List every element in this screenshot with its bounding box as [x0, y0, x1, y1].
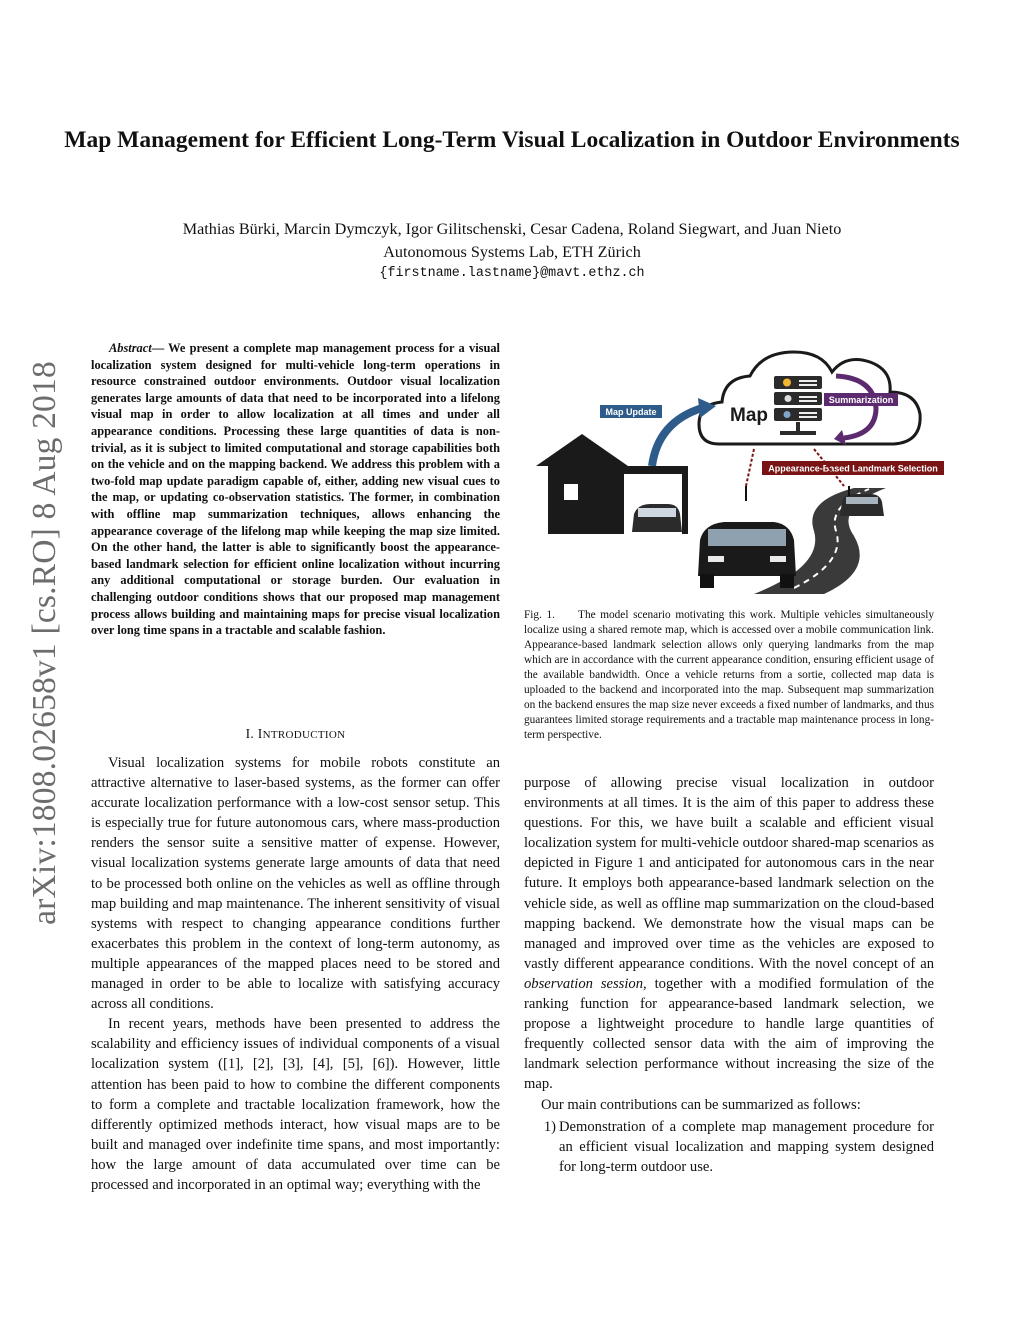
intro-paragraph-1: Visual localization systems for mobile robots constitute an attractive alternative to laser-based systems, as the former can offer accurate localization performance with a low-cost sensor setup. This is especially true for future autonomous cars, where mass-production renders the sensor suite a sensitive matter of expense. However, visual localization systems generate large amounts of data that need to be processed both online on the vehicles as well as offline through map building and map maintenance. The inherent sensitivity of visual systems with respect to changing appearance conditions further exacerbates this problem in the context of long-term autonomy, as multiple appearances of the mapped places need to be stored and managed in order to be able to localize with satisfying accuracy across all conditions. — [91, 755, 500, 1013]
landmark-selection-label: Appearance-Based Landmark Selection — [768, 463, 938, 474]
distant-car-icon — [840, 494, 884, 516]
section-heading-introduction: I. INTRODUCTION — [245, 726, 346, 741]
affiliation: Autonomous Systems Lab, ETH Zürich — [383, 243, 641, 261]
abstract — [91, 340, 500, 639]
figure-1-caption — [524, 608, 934, 743]
intro-right-column — [524, 773, 934, 1177]
figure-1-caption-text: The model scenario motivating this work. Multiple vehicles simultaneously localize using a shared remote map, which is accessed over a mobile communication link. Appearance-based landmark selection allows only querying landmarks from the map which are in accordance with the current appearance condition, ensuring efficient usage of the available bandwidth. Once a vehicle returns from a sortie, collected map data is uploaded to the backend and incorporated into the map. Subsequent map summarization on the backend ensures the map size never exceeds a fixed number of landmarks, and thus guarantees limited storage requirements and a tractable map maintenance process in long-term perspective. — [524, 609, 935, 741]
map-update-label: Map Update — [605, 407, 657, 417]
arxiv-stamp: arXiv:1808.02658v1 [cs.RO] 8 Aug 2018 — [26, 361, 63, 925]
list-item: 1) Demonstration of a complete map management procedure for an efficient visual localization and mapping system designed for long-term outdoor use. — [543, 1118, 934, 1175]
summarization-label: Summarization — [828, 395, 894, 405]
map-label: Map — [730, 405, 768, 426]
figure-1-caption-label: Fig. 1. — [524, 609, 555, 621]
figure-1-illustration — [524, 326, 944, 594]
vehicle-car-icon — [698, 522, 796, 588]
contributions-intro: Our main contributions can be summarized as follows: — [541, 1096, 861, 1113]
intro-paragraph-3: purpose of allowing precise visual localization in outdoor environments at all times. It is the aim of this paper to address these questions. For this, we have built a scalable and efficient visual localization system for multi-vehicle outdoor shared-map scenarios as depicted in Figure 1 and anticipated for autonomous cars in the near future. It employs both appearance-based landmark selection on the vehicle side, as well as offline map summarization on the cloud-based mapping backend. We demonstrate how the visual maps can be managed and improved over time as the vehicles are exposed to vastly different appearance conditions. With the novel concept of an observation session, together with a modified formulation of the ranking function for appearance-based landmark selection, we propose a lightweight procedure to handle large quantities of frequently collected sensor data with the aim of improving the landmark selection performance without increasing the size of the map. — [524, 775, 934, 1093]
paper-title: Map Management for Efficient Long-Term Visual Localization in Outdoor Environments — [64, 127, 960, 153]
intro-left-column — [91, 753, 500, 1195]
author-email: {firstname.lastname}@mavt.ethz.ch — [379, 266, 645, 281]
contributions-list — [524, 1117, 934, 1177]
intro-paragraph-2: In recent years, methods have been presented to address the scalability and efficiency issues of individual components of a visual localization system ([1], [2], [3], [4], [5], [6]). However, little attention has been paid to how to combine the different components to form a complete and tractable localization framework, how the differently optimized methods interact, how visual maps are to be built and managed over indefinite time spans, and most importantly: how the large amount of data accumulated over time can be processed and incorporated in an optimal way; everything with the — [91, 1016, 500, 1193]
abstract-label: Abstract — [109, 341, 152, 355]
author-list: Mathias Bürki, Marcin Dymczyk, Igor Gilitschenski, Cesar Cadena, Roland Siegwart, and Juan Nieto — [182, 220, 842, 238]
garage-car-icon — [632, 504, 682, 532]
abstract-text: — We present a complete map management process for a visual localization system designed for multi-vehicle long-term operations in resource constrained outdoor environments. Outdoor visual localization generates large amounts of data that need to be incorporated into a lifelong visual map in order to allow localization at all times and under all appearance conditions. Processing these large quantities of data is non-trivial, as it is subject to limited computational and storage capabilities both on the vehicle and on the mapping backend. We address this problem with a two-fold map update paradigm capable of, either, adding new visual cues to the map, or updating co-observation statistics. The former, in combination with offline map summarization techniques, allows enhancing the appearance coverage of the lifelong map while keeping the map size limited. On the other hand, the latter is able to significantly boost the appearance-based landmark selection for efficient online localization without incurring any additional computational or storage burden. Our evaluation in challenging outdoor conditions shows that our proposed map management process allows building and maintaining maps for precise visual localization over long time spans in a tractable and scalable fashion. — [91, 341, 500, 638]
